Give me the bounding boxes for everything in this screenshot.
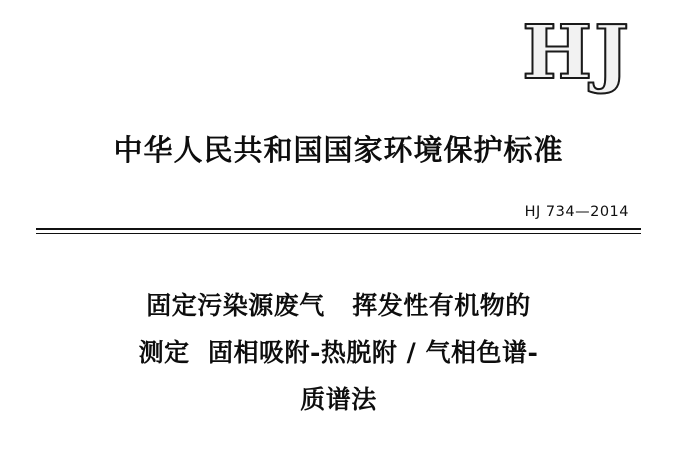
document-subject [0, 282, 677, 423]
subject-line: 测定 固相吸附-热脱附 / 气相色谱- [138, 338, 539, 367]
subject-line: 质谱法 [300, 385, 377, 414]
subject-line: 固定污染源废气 挥发性有机物的 [146, 291, 531, 320]
divider-thin-line [36, 233, 641, 234]
page-title: 中华人民共和国国家环境保护标准 [113, 133, 564, 167]
divider-thick-line [36, 228, 641, 230]
hj-logo: HJ [522, 10, 631, 96]
standard-number: HJ 734—2014 [524, 204, 629, 220]
divider [36, 228, 641, 234]
